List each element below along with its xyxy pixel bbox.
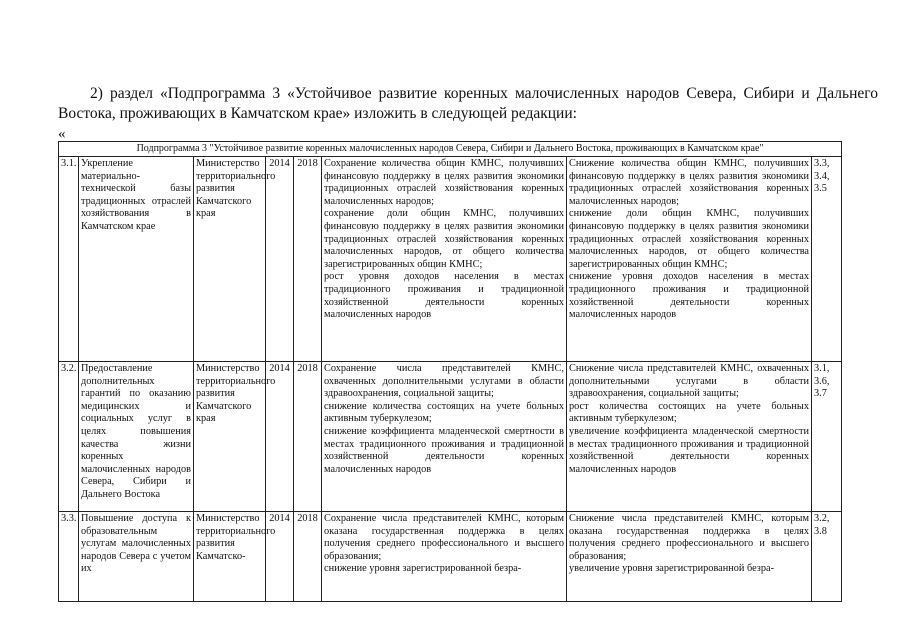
subprogram-table bbox=[58, 141, 842, 602]
end-year: 2018 bbox=[294, 362, 322, 512]
start-year: 2014 bbox=[266, 157, 294, 362]
expected-result bbox=[322, 362, 567, 512]
table-row bbox=[59, 512, 842, 602]
row-number: 3.1. bbox=[59, 157, 79, 362]
row-number: 3.2. bbox=[59, 362, 79, 512]
consequence-line: снижение доли общин КМНС, получивших финансовую поддержку в целях развития экономики традиционных отраслей хозяйствования коренных малочисленных народов, от общего количества зарегистрированных общин КМНС; bbox=[569, 208, 809, 270]
consequence-line: Снижение числа представителей КМНС, охваченных дополнительными услугами в области здравоохранения, социальной защиты; bbox=[569, 363, 809, 400]
indicator-refs: 3.3, 3.4, 3.5 bbox=[812, 157, 842, 362]
consequence-line: снижение уровня доходов населения в местах традиционного проживания и традиционной хозяйственной деятельности коренных малочисленных народов bbox=[569, 271, 809, 321]
result-line: рост уровня доходов населения в местах традиционного проживания и традиционной хозяйственной деятельности коренных малочисленных народов bbox=[324, 271, 564, 321]
result-line: Сохранение числа представителей КМНС, которым оказана государственная поддержка в целях получения среднего профессионального и высшего образования; bbox=[324, 513, 564, 562]
result-line: снижение коэффициента младенческой смертности в местах традиционного проживания и традиционной хозяйственной деятельности коренных малочисленных народов bbox=[324, 425, 564, 475]
table-row bbox=[59, 362, 842, 512]
result-line: сохранение доли общин КМНС, получивших финансовую поддержку в целях развития экономики традиционных отраслей хозяйствования коренных малочисленных народов, от общего количества зарегистрированных общин КМНС; bbox=[324, 208, 564, 270]
result-line: снижение количества состоящих на учете больных активным туберкулезом; bbox=[324, 400, 564, 425]
intro-paragraph: 2) раздел «Подпрограмма 3 «Устойчивое развитие коренных малочисленных народов Севера, Сибири и Дальнего Востока, проживающих в Камчатском крае» изложить в следующей редакции: bbox=[58, 85, 878, 122]
subprogram-header: Подпрограмма 3 "Устойчивое развитие коренных малочисленных народов Севера, Сибири и Дальнего Востока, проживающих в Камчатском крае" bbox=[59, 142, 842, 157]
indicator-refs: 3.2, 3.8 bbox=[812, 512, 842, 602]
executor: Министерство территориального развития Камчатского края bbox=[194, 362, 266, 512]
expected-result bbox=[322, 512, 567, 602]
consequence-line: Снижение количества общин КМНС, получивших финансовую поддержку в целях развития экономики традиционных отраслей хозяйствования коренных малочисленных народов; bbox=[569, 158, 809, 207]
end-year: 2018 bbox=[294, 157, 322, 362]
indicator-refs: 3.1, 3.6, 3.7 bbox=[812, 362, 842, 512]
result-line: Сохранение числа представителей КМНС, охваченных дополнительными услугами в области здравоохранения, социальной защиты; bbox=[324, 363, 564, 400]
table-header-row bbox=[59, 142, 842, 157]
measure-name: Предоставление дополнительных гарантий по оказанию медицинских и социальных услуг в целях повышения качества жизни коренных малочисленных народов Севера, Сибири и Дальнего Востока bbox=[79, 362, 194, 512]
result-line: Сохранение количества общин КМНС, получивших финансовую поддержку в целях развития экономики традиционных отраслей хозяйствования коренных малочисленных народов; bbox=[324, 158, 564, 207]
start-year: 2014 bbox=[266, 512, 294, 602]
table-row bbox=[59, 157, 842, 362]
executor: Министерство территориального развития Камчатского края bbox=[194, 157, 266, 362]
non-implementation-consequence bbox=[567, 512, 812, 602]
non-implementation-consequence bbox=[567, 362, 812, 512]
measure-name: Укрепление материально-технической базы традиционных отраслей хозяйствования в Камчатском крае bbox=[79, 157, 194, 362]
result-line: снижение уровня зарегистрированной безра- bbox=[324, 563, 522, 575]
measure-name: Повышение доступа к образовательным услугам малочисленных народов Севера с учетом их bbox=[79, 512, 194, 602]
row-number: 3.3. bbox=[59, 512, 79, 602]
non-implementation-consequence bbox=[567, 157, 812, 362]
start-year: 2014 bbox=[266, 362, 294, 512]
consequence-line: рост количества состоящих на учете больных активным туберкулезом; bbox=[569, 400, 809, 425]
opening-quote: « bbox=[58, 126, 66, 142]
expected-result bbox=[322, 157, 567, 362]
end-year: 2018 bbox=[294, 512, 322, 602]
consequence-line: увеличение уровня зарегистрированной безра- bbox=[569, 563, 775, 575]
consequence-line: увеличение коэффициента младенческой смертности в местах традиционного проживания и традиционной хозяйственной деятельности коренных малочисленных народов bbox=[569, 425, 809, 475]
consequence-line: Снижение числа представителей КМНС, которым оказана государственная поддержка в целях получения среднего профессионального и высшего образования; bbox=[569, 513, 809, 562]
executor: Министерство территориального развития Камчатско- bbox=[194, 512, 266, 602]
